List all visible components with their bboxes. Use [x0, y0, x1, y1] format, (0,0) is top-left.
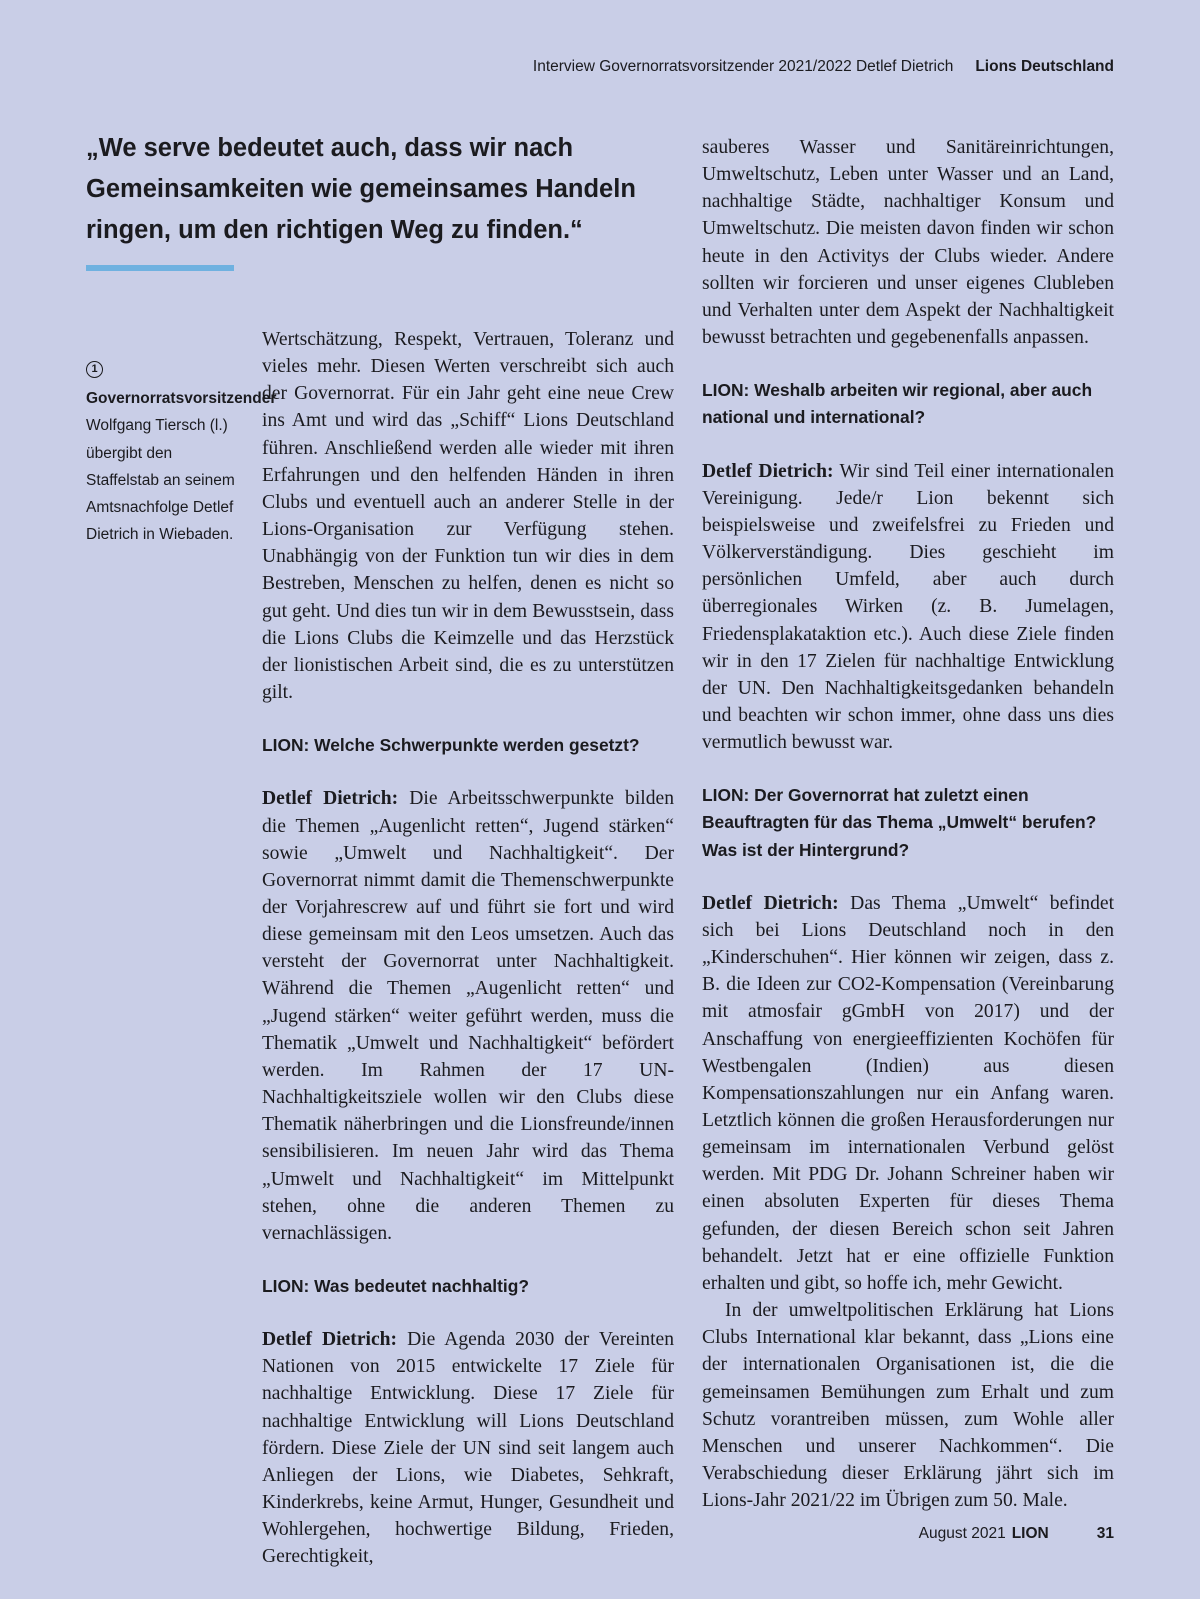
answer-paragraph — [262, 1326, 674, 1570]
answer-paragraph — [262, 785, 674, 1247]
photo-caption — [86, 358, 277, 548]
article-column-middle — [262, 326, 674, 1571]
intro-paragraph: Wertschätzung, Respekt, Vertrauen, Toleranz und vieles mehr. Diesen Werten verschreibt sich auch der Governorrat. Für ein Jahr geht eine neue Crew ins Amt und wird das „Schiff“ Lions Deutschland führen. Anschließend werden alle wieder mit ihren Erfahrungen und den helfenden Händen in ihren Clubs und eventuell auch an anderer Stelle in der Lions-Organisation zur Verfügung stehen. Unabhängig von der Funktion tun wir dies in dem Bestreben, Menschen zu helfen, denen es nicht so gut geht. Und dies tun wir in dem Bewusstsein, dass die Lions Clubs die Keimzelle und das Herzstück der lionistischen Arbeit sind, die es zu unterstützen gilt. — [262, 329, 674, 704]
closing-paragraph: In der umweltpolitischen Erklärung hat Lions Clubs International klar bekannt, dass „Lions eine der internationalen Organisationen ist, die die gemeinsamen Bemühungen zum Erhalt und zum Schutz vorantreiben müssen, zum Wohle aller Menschen und unserer Nachkommen“. Die Verabschiedung dieser Erklärung jährt sich im Lions-Jahr 2021/22 im Übrigen zum 50. Male. — [702, 1300, 1114, 1512]
answer-text: Die Arbeitsschwerpunkte bilden die Themen „Augenlicht retten“, Jugend stärken“ sowie „Umwelt und Nachhaltigkeit“. Der Governorrat nimmt damit die Themenschwerpunkte der Vorjahrescrew auf und führt sie fort und wird diese gemeinsam mit den Leos umsetzen. Auch das versteht der Governorrat unter Nachhaltigkeit. Während die Themen „Augenlicht retten“ und „Jugend stärken“ weiter geführt werden, muss die Thematik „Umwelt und Nachhaltigkeit“ befördert werden. Im Rahmen der 17 UN-Nachhaltigkeitsziele wollen wir den Clubs diese Thematik näherbringen und die Lionsfreunde/innen sensibilisieren. Im neuen Jahr wird das Thema „Umwelt und Nachhaltigkeit“ im Mittelpunkt stehen, ohne die anderen Themen zu vernachlässigen. — [262, 788, 674, 1244]
caption-text: Wolfgang Tiersch (l.) übergibt den Staffelstab an seinem Amtsnachfolge Detlef Dietrich in Wiebaden. — [86, 417, 235, 544]
header-section-title: Interview Governorratsvorsitzender 2021/2022 Detlef Dietrich — [532, 58, 954, 75]
question-heading: LION: Der Governorrat hat zuletzt einen Beauftragten für das Thema „Umwelt“ berufen? Was ist der Hintergrund? — [702, 785, 1097, 860]
running-header — [533, 58, 1114, 76]
answer-continuation-paragraph: sauberes Wasser und Sanitäreinrichtungen, Umweltschutz, Leben unter Wasser und an Land, nachhaltige Städte, nachhaltiger Konsum und Umweltschutz. Die meisten davon finden wir schon heute in den Activitys der Clubs wieder. Andere sollten wir forcieren und unser eigenes Clubleben und Verhalten unter dem Aspekt der Nachhaltigkeit bewusst betrachten und gegebenenfalls anpassen. — [702, 137, 1114, 349]
speaker-label: Detlef Dietrich: — [262, 788, 399, 810]
page-number: 31 — [1096, 1525, 1114, 1542]
pull-quote: „We serve bedeutet auch, dass wir nach Gemeinsamkeiten wie gemeinsames Handeln ringen, um den richtigen Weg zu finden.“ — [86, 134, 636, 244]
answer-paragraph — [702, 458, 1114, 757]
answer-text: Das Thema „Umwelt“ befindet sich bei Lions Deutschland noch in den „Kinderschuhen“. Hier können wir zeigen, dass z. B. die Ideen zur CO2-Kompensation (Vereinbarung mit atmosfair gGmbH von 2017) und der Anschaffung von energieeffizienten Kochöfen für Westbengalen (Indien) aus diesen Kompensationszahlungen nur ein Anfang waren. Letztlich können die großen Herausforderungen nur gemeinsam im internationalen Verbund gelöst werden. Mit PDG Dr. Johann Schreiner haben wir einen absoluten Experten für dieses Thema gefunden, der diesen Bereich schon seit Jahren behandelt. Jetzt hat er eine offizielle Funktion erhalten und gibt, so hoffe ich, mehr Gewicht. — [702, 892, 1115, 1294]
answer-text: Die Agenda 2030 der Vereinten Nationen von 2015 entwickelte 17 Ziele für nachhaltige Entwicklung. Diese 17 Ziele für nachhaltige Entwicklung will Lions Deutschland fördern. Diese Ziele der UN sind seit langem auch Anliegen der Lions, wie Diabetes, Sehkraft, Kinderkrebs, keine Armut, Hunger, Gesundheit und Wohlergehen, hochwertige Bildung, Frieden, Gerechtigkeit, — [262, 1329, 675, 1568]
pull-quote-rule — [86, 265, 234, 271]
footer-date: August 2021 — [918, 1525, 1006, 1542]
caption-bold-lead: Governorratsvorsitzender — [86, 390, 277, 408]
page-footer — [919, 1525, 1114, 1543]
speaker-label: Detlef Dietrich: — [262, 1329, 398, 1351]
answer-paragraph — [702, 890, 1114, 1297]
answer-text: Wir sind Teil einer internationalen Vereinigung. Jede/r Lion bekennt sich beispielsweise und zweifelsfrei zu Frieden und Völkerverständigung. Dies geschieht im persönlichen Umfeld, aber auch durch überregionales Wirken (z. B. Jumelagen, Friedensplakataktion etc.). Auch diese Ziele finden wir in den 17 Zielen für nachhaltige Entwicklung der UN. Den Nachhaltigkeitsgedanken behandeln und beachten wir schon immer, ohne dass uns dies vermutlich bewusst war. — [702, 460, 1114, 754]
question-heading: LION: Weshalb arbeiten wir regional, aber auch national und international? — [702, 380, 1093, 428]
speaker-label: Detlef Dietrich: — [702, 892, 839, 914]
caption-number-badge: 1 — [86, 361, 103, 378]
header-brand: Lions Deutschland — [975, 58, 1114, 75]
article-column-right — [702, 134, 1114, 1514]
footer-magazine-name: LION — [1011, 1525, 1049, 1542]
speaker-label: Detlef Dietrich: — [702, 460, 834, 482]
question-heading: LION: Welche Schwerpunkte werden gesetzt? — [262, 735, 640, 756]
question-heading: LION: Was bedeutet nachhaltig? — [262, 1276, 529, 1296]
